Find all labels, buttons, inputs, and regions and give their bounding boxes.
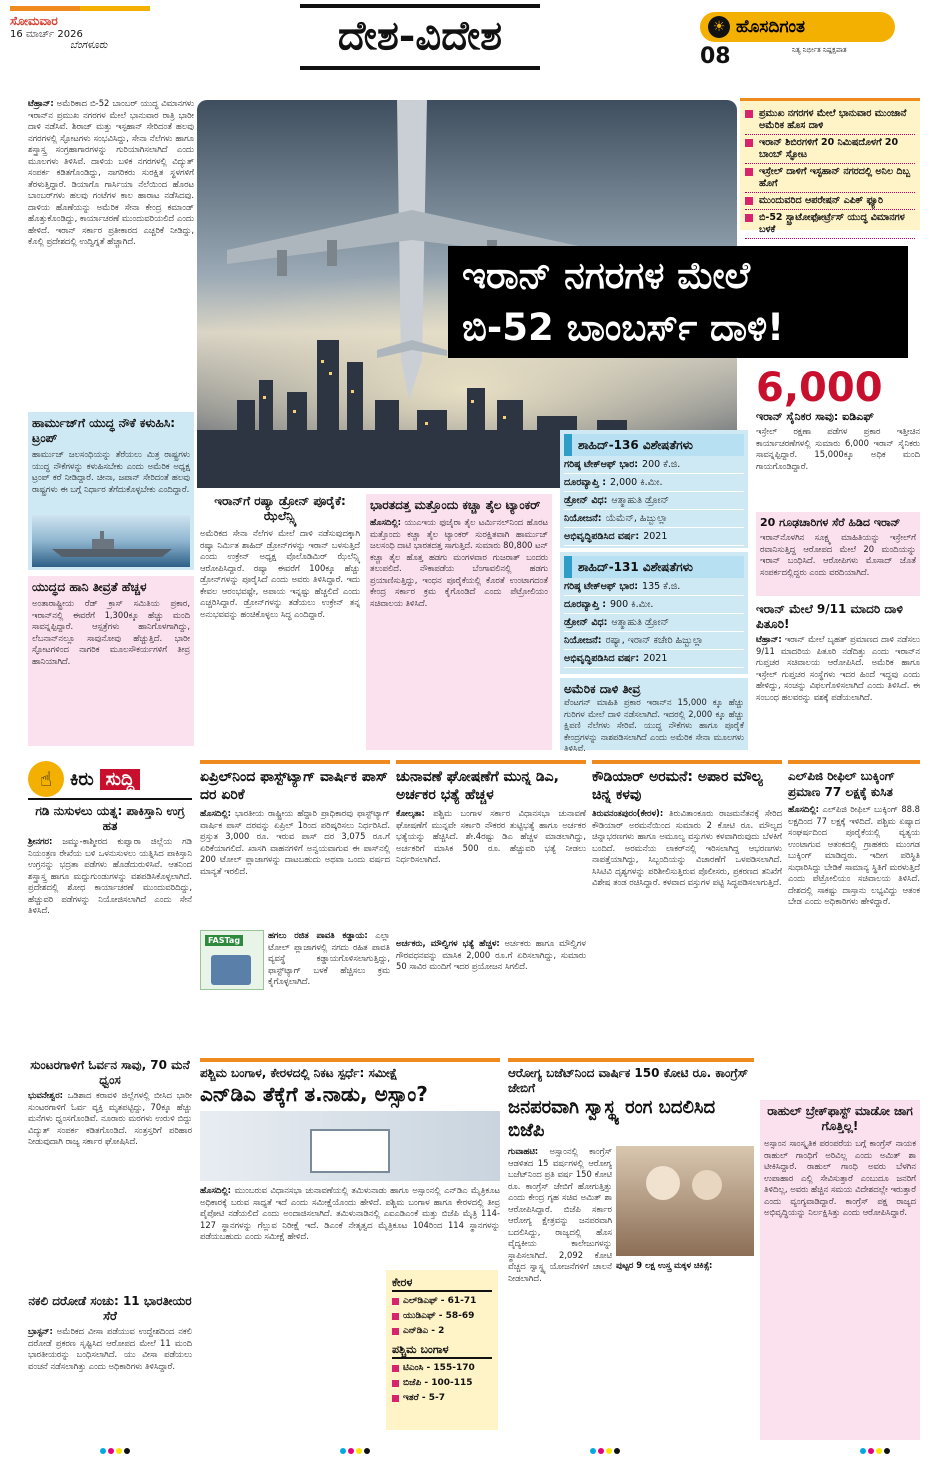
spec-row xyxy=(564,578,744,596)
section-title: ದೇಶ-ವಿದೇಶ xyxy=(300,4,540,70)
spec-key: ದೂರವ್ಯಾಪ್ತಿ : xyxy=(564,477,606,488)
health-dateline: ಗುವಾಹಟಿ: xyxy=(508,1146,539,1156)
hormuz-story xyxy=(28,412,194,570)
brief-headline: ನಕಲಿ ದರೋಡೆ ಸಂಚು: 11 ಭಾರತೀಯರ ಸೆರೆ xyxy=(28,1294,192,1323)
drone-headline: ಇರಾನ್‌ಗೆ ರಷ್ಯಾ ಡ್ರೋನ್ ಪೂರೈಕೆ: ಝೆಲೆನ್ಸ್ಕಿ xyxy=(214,494,346,523)
color-bar xyxy=(10,6,150,11)
fastag-badge: FASTag xyxy=(205,935,243,946)
election-body: ಪಶ್ಚಿಮ ಬಂಗಾಳ ಸರ್ಕಾರ ವಿಧಾನಸಭಾ ಚುನಾವಣೆ ಘೋಷಣೆಗೆ ಮುನ್ನವೇ ಸರ್ಕಾರಿ ನೌಕರರ ತುಟ್ಟಿಭತ್ಯೆ ಹಾಗೂ ಅರ್ಚಕರ ಭತ್ಯೆಯನ್ನು ಹೆಚ್ಚಿಸಿದೆ. ಶೇ.4ರಷ್ಟು ಡಿಎ ಹೆಚ್ಚಳ ಮಾಡಲಾಗಿದ್ದು, ಅರ್ಚಕರಿಗೆ ಮಾಸಿಕ 500 ರೂ. ಹೆಚ್ಚುವರಿ ಭತ್ಯೆ ನೀಡಲು ನಿರ್ಧರಿಸಲಾಗಿದೆ. xyxy=(396,808,586,864)
spec-key: ದೂರವ್ಯಾಪ್ತಿ : xyxy=(564,599,606,610)
wb-title: ಪಶ್ಚಿಮ ಬಂಗಾಳ xyxy=(392,1343,492,1359)
toll-booth-icon xyxy=(211,955,251,985)
brief-dateline: ಭುವನೇಶ್ವರ: xyxy=(28,1090,64,1100)
survey-dateline: ಹೊಸದಿಲ್ಲಿ: xyxy=(200,1185,232,1195)
spec-value: ಯೆಮೆನ್, ಹಿಜ್ಬುಲ್ಲಾ xyxy=(605,513,668,524)
brief-dateline: ಶ್ರೀನಗರ: xyxy=(28,836,53,846)
tanker-story xyxy=(366,494,552,750)
tanker-body: ಯುಎಇಯ ಫುಜೈರಾ ತೈಲ ಟರ್ಮಿನಲ್‌ನಿಂದ ಹೊರಟ ಮತ್ತೊಂದು ಕಚ್ಚಾ ತೈಲ ಟ್ಯಾಂಕರ್ ಸುರಕ್ಷಿತವಾಗಿ ಹಾರ್ಮುಜ್ ಜಲಸಂಧಿ ದಾಟಿ ಭಾರತದತ್ತ ಸಾಗುತ್ತಿದೆ. ಸುಮಾರು 80,800 ಟನ್ ಕಚ್ಚಾ ತೈಲ ಹೊತ್ತ ಹಡಗು ಮಂಗಳವಾರ ಗುಜರಾತ್ ಬಂದರು ತಲುಪಲಿದೆ. ನೌಕಾಪಡೆಯ ಬೆಂಗಾವಲಿನಲ್ಲಿ ಹಡಗು ಪ್ರಯಾಣಿಸುತ್ತಿದ್ದು, ಇಂಧನ ಪೂರೈಕೆಯಲ್ಲಿ ಕೊರತೆ ಉಂಟಾಗದಂತೆ ಕೇಂದ್ರ ಸರ್ಕಾರ ಕ್ರಮ ಕೈಗೊಂಡಿದೆ ಎಂದು ಪೆಟ್ರೋಲಿಯಂ ಸಚಿವಾಲಯ ತಿಳಿಸಿದೆ. xyxy=(370,517,549,608)
highlights-box xyxy=(740,98,920,235)
hormuz-headline: ಹಾರ್ಮುಜ್‌ಗೆ ಯುದ್ಧ ನೌಕೆ ಕಳುಹಿಸಿ: ಟ್ರಂಪ್ xyxy=(32,416,176,445)
highlight-item: ಇಸ್ರೇಲ್ ದಾಳಿಗೆ ಇಸ್ಫಹಾನ್ ನಗರದಲ್ಲಿ ಅನಿಲ ದಿಬ್ಬ ಹೊಗೆ xyxy=(745,164,915,193)
highlight-item: ಬಿ-52 ಸ್ಟ್ರಾಟೋಫೋರ್ಟ್ರೆಸ್ ಯುದ್ಧ ವಿಮಾನಗಳ ಬಳಕೆ xyxy=(745,210,915,239)
spec-key: ಗರಿಷ್ಠ ಟೇಕ್‌ಆಫ್ ಭಾರ: xyxy=(564,459,639,470)
election-headline: ಚುನಾವಣೆ ಘೋಷಣೆಗೆ ಮುನ್ನ ಡಿಎ, ಅರ್ಚಕರ ಭತ್ಯೆ ಹೆಚ್ಚಳ xyxy=(396,769,559,803)
lamp-icon: ☀ xyxy=(708,16,730,38)
spec-key: ಡ್ರೋನ್ ವಿಧ: xyxy=(564,617,608,628)
casualty-title: ಇರಾನ್ ಸೈನಿಕರ ಸಾವು: ಐಡಿಎಫ್ xyxy=(756,410,874,423)
fastag-sub-body: ಎಲ್ಲಾ ಟೋಲ್ ಪ್ಲಾಜಾಗಳಲ್ಲಿ ನಗದು ರಹಿತ ಪಾವತಿ ವ್ಯವಸ್ಥೆ ಕಡ್ಡಾಯಗೊಳಿಸಲಾಗುತ್ತಿದ್ದು, ಫಾಸ್ಟ್‌ಟ್ಯಾಗ್ ಬಳಕೆ ಹೆಚ್ಚಿಸಲು ಕ್ರಮ ಕೈಗೊಳ್ಳಲಾಗಿದೆ. xyxy=(268,930,390,986)
spies-story xyxy=(756,512,920,596)
health-story xyxy=(508,1058,754,1440)
spec-key: ಗರಿಷ್ಠ ಟೇಕ್‌ಆಫ್ ಭಾರ: xyxy=(564,581,639,592)
spec-value: 135 ಕೆ.ಜಿ. xyxy=(642,581,681,592)
health-sub: ಪುಟ್ಟರ 9 ಲಕ್ಷ ಉಸ್ತ್ರ ಮಕ್ಕಳ ಚಿಕಿತ್ಸೆ: xyxy=(616,1260,713,1270)
shahed136-specs xyxy=(560,430,748,548)
spec-row xyxy=(564,492,744,510)
us-attack-headline: ಅಮೆರಿಕ ದಾಳಿ ತೀವ್ರ xyxy=(564,682,641,696)
issue-date: 16 ಮಾರ್ಚ್ 2026 xyxy=(10,29,83,40)
election-sub-body: ಅರ್ಚಕರು ಹಾಗೂ ಮೌಲ್ವಿಗಳ ಗೌರವಧನವನ್ನು ಮಾಸಿಕ 2,000 ರೂ.ಗೆ ಏರಿಸಲಾಗಿದ್ದು, ಸುಮಾರು 50 ಸಾವಿರ ಮಂದಿಗೆ ಇದರ ಪ್ರಯೋಜನ ಸಿಗಲಿದೆ. xyxy=(396,938,586,971)
print-registration-mark xyxy=(340,1448,370,1454)
issue-day: ಸೋಮವಾರ xyxy=(10,14,58,28)
nine-eleven-body: ಇರಾನ್ ಮೇಲೆ ಬೃಹತ್ ಪ್ರಮಾಣದ ದಾಳಿ ನಡೆಸಲು 9/11 ಮಾದರಿಯ ಪಿತೂರಿ ನಡೆದಿತ್ತು ಎಂದು ಇರಾನ್‌ನ ಗುಪ್ತಚರ ಸಚಿವಾಲಯ ಆರೋಪಿಸಿದೆ. ಅಮೆರಿಕ ಹಾಗೂ ಇಸ್ರೇಲ್ ಗುಪ್ತಚರ ಸಂಸ್ಥೆಗಳು ಇದರ ಹಿಂದೆ ಇದ್ದವು ಎಂದು ಹೇಳಿದ್ದು, ಸಂಚನ್ನು ವಿಫಲಗೊಳಿಸಲಾಗಿದೆ ಎಂದು ತಿಳಿಸಿದೆ. ಈ ಸಂಬಂಧ ಹಲವರನ್ನು ವಶಕ್ಕೆ ಪಡೆಯಲಾಗಿದೆ. xyxy=(756,634,920,702)
spies-headline: 20 ಗೂಢಚಾರಿಗಳ ಸೆರೆ ಹಿಡಿದ ಇರಾನ್ xyxy=(760,516,901,529)
kaudiyar-story xyxy=(592,760,782,1050)
health-headline: ಜನಪರವಾಗಿ ಸ್ವಾಸ್ಥ್ಯ ರಂಗ ಬದಲಿಸಿದ ಬಿಜೆಪಿ xyxy=(508,1097,716,1141)
election-story xyxy=(396,760,586,1050)
print-registration-mark xyxy=(860,1448,890,1454)
warship-photo xyxy=(32,515,190,567)
spec-key: ಅಭಿವೃದ್ಧಿಪಡಿಸಿದ ವರ್ಷ: xyxy=(564,531,640,542)
tanker-dateline: ಹೊಸದಿಲ್ಲಿ: xyxy=(370,517,402,527)
kerala-row: ಎನ್‌ಡಿಎ - 2 xyxy=(392,1324,492,1339)
rahul-body: ಅಸ್ಸಾಂನ ಸಾಂಸ್ಕೃತಿಕ ಪರಂಪರೆಯ ಬಗ್ಗೆ ಕಾಂಗ್ರೆಸ್ ನಾಯಕ ರಾಹುಲ್ ಗಾಂಧಿಗೆ ಅರಿವಿಲ್ಲ ಎಂದು ಅಮಿತ್ ಶಾ ಟೀಕಿಸಿದ್ದಾರೆ. ರಾಹುಲ್ ಗಾಂಧಿ ಅವರು ಬೆಳಗಿನ ಉಪಾಹಾರ ಎಲ್ಲಿ ಸೇವಿಸುತ್ತಾರೆ ಎಂಬುದೂ ಜನರಿಗೆ ತಿಳಿದಿಲ್ಲ, ಅವರು ಹೆಚ್ಚಿನ ಸಮಯ ವಿದೇಶದಲ್ಲೇ ಇರುತ್ತಾರೆ ಎಂದು ವ್ಯಂಗ್ಯವಾಡಿದ್ದಾರೆ. ಕಾಂಗ್ರೆಸ್ ಪಕ್ಷ ರಾಜ್ಯದ ಅಭಿವೃದ್ಧಿಯನ್ನು ನಿರ್ಲಕ್ಷಿಸಿತ್ತು ಎಂದು ಆರೋಪಿಸಿದ್ದಾರೆ. xyxy=(764,1138,916,1217)
kaudiyar-body: ತಿರುವಿತಾಂಕೂರು ರಾಜಮನೆತನಕ್ಕೆ ಸೇರಿದ ಕೌಡಿಯಾರ್ ಅರಮನೆಯಿಂದ ಸುಮಾರು 2 ಕೋಟಿ ರೂ. ಮೌಲ್ಯದ ಚಿನ್ನಾಭರಣಗಳು ಹಾಗೂ ಅಮೂಲ್ಯ ವಸ್ತುಗಳು ಕಳವಾಗಿರುವುದು ಬೆಳಕಿಗೆ ಬಂದಿದೆ. ಅರಮನೆಯ ಲಾಕರ್‌ನಲ್ಲಿ ಇರಿಸಲಾಗಿದ್ದ ಆಭರಣಗಳು ನಾಪತ್ತೆಯಾಗಿದ್ದು, ಸಿಬ್ಬಂದಿಯನ್ನು ವಿಚಾರಣೆಗೆ ಒಳಪಡಿಸಲಾಗಿದೆ. ಸಿಸಿಟಿವಿ ದೃಶ್ಯಗಳನ್ನು ಪರಿಶೀಲಿಸುತ್ತಿರುವ ಪೊಲೀಸರು, ಪ್ರಕರಣದ ತನಿಖೆಗೆ ವಿಶೇಷ ತಂಡ ರಚಿಸಿದ್ದಾರೆ. ಕಳವಾದ ವಸ್ತುಗಳ ಪಟ್ಟಿ ಸಿದ್ಧಪಡಿಸಲಾಗುತ್ತಿದೆ. xyxy=(592,808,783,887)
spec-value: 2021 xyxy=(643,531,668,542)
casualty-body: ಇಸ್ರೇಲ್ ರಕ್ಷಣಾ ಪಡೆಗಳ ಪ್ರಕಾರ ಇತ್ತೀಚಿನ ಕಾರ್ಯಾಚರಣೆಗಳಲ್ಲಿ ಸುಮಾರು 6,000 ಇರಾನ್ ಸೈನಿಕರು ಸಾವನ್ನಪ್ಪಿದ್ದಾರೆ. 15,000ಕ್ಕೂ ಅಧಿಕ ಮಂದಿ ಗಾಯಗೊಂಡಿದ್ದಾರೆ. xyxy=(756,426,920,471)
kaudiyar-headline: ಕೌಡಿಯಾರ್ ಅರಮನೆ: ಅಪಾರ ಮೌಲ್ಯ ಚಿನ್ನ ಕಳವು xyxy=(592,769,763,803)
kerala-row: ಯುಡಿಎಫ್ - 58-69 xyxy=(392,1309,492,1324)
briefs-label-b: ಸುದ್ದಿ xyxy=(100,769,141,790)
spec-row xyxy=(564,632,744,650)
rahul-story xyxy=(760,1100,920,1440)
shahed131-title: ಶಾಹಿದ್-131 ವಿಶೇಷತೆಗಳು xyxy=(564,556,744,578)
rahul-headline: ರಾಹುಲ್ ಬ್ರೇಕ್‌ಫಾಸ್ಟ್ ಮಾಡೋ ಜಾಗ ಗೊತ್ತಿಲ್ಲ! xyxy=(767,1104,913,1133)
spec-value: ಆತ್ಮಾಹುತಿ ಡ್ರೋನ್ xyxy=(611,617,670,628)
spies-body: ಇರಾನ್‌ನೊಳಗಿನ ಸೂಕ್ಷ್ಮ ಮಾಹಿತಿಯನ್ನು ಇಸ್ರೇಲ್‌ಗೆ ರವಾನಿಸುತ್ತಿದ್ದ ಆರೋಪದ ಮೇಲೆ 20 ಮಂದಿಯನ್ನು ಇರಾನ್ ಬಂಧಿಸಿದೆ. ಆರೋಪಿಗಳು ಮೊಸಾದ್ ಜೊತೆ ಸಂಪರ್ಕದಲ್ಲಿದ್ದರು ಎಂದು ವರದಿಯಾಗಿದೆ. xyxy=(760,532,916,577)
spec-row xyxy=(564,650,744,668)
briefs-column xyxy=(28,760,192,1440)
spec-value: ಆತ್ಮಾಹುತಿ ಡ್ರೋನ್ xyxy=(611,495,670,506)
ballot-box-icon xyxy=(310,1129,390,1173)
spec-key: ಅಭಿವೃದ್ಧಿಪಡಿಸಿದ ವರ್ಷ: xyxy=(564,653,640,664)
spec-row xyxy=(564,614,744,632)
spec-value: 200 ಕೆ.ಜಿ. xyxy=(642,459,681,470)
spec-key: ನಿಯೋಜನೆ: xyxy=(564,635,602,646)
spec-row xyxy=(564,474,744,492)
survey-headline: ಎನ್‌ಡಿಎ ತೆಕ್ಕೆಗೆ ತ.ನಾಡು, ಅಸ್ಸಾಂ? xyxy=(200,1082,428,1106)
lpg-story xyxy=(788,760,920,1050)
voting-photo xyxy=(200,1111,500,1181)
spec-value: 2021 xyxy=(643,653,668,664)
shahed131-specs xyxy=(560,552,748,674)
health-kicker: ಆರೋಗ್ಯ ಬಜೆಟ್‌ನಿಂದ ವಾರ್ಷಿಕ 150 ಕೋಟಿ ರೂ. ಕಾಂಗ್ರೆಸ್ ಜೇಬಿಗೆ xyxy=(508,1066,749,1095)
tanker-headline: ಭಾರತದತ್ತ ಮತ್ತೊಂದು ಕಚ್ಚಾ ತೈಲ ಟ್ಯಾಂಕರ್ xyxy=(370,498,541,512)
wb-row: ಇತರೆ - 5-7 xyxy=(392,1391,492,1406)
logo-text: ಹೊಸದಿಗಂತ xyxy=(736,17,806,37)
brief-headline: ಸುಂಟರಗಾಳಿಗೆ ಓರ್ವನ ಸಾವು, 70 ಮನೆ ಧ್ವಂಸ xyxy=(30,1058,190,1087)
fastag-body: ಭಾರತೀಯ ರಾಷ್ಟ್ರೀಯ ಹೆದ್ದಾರಿ ಪ್ರಾಧಿಕಾರವು ಫಾಸ್ಟ್‌ಟ್ಯಾಗ್ ವಾರ್ಷಿಕ ಪಾಸ್ ದರವನ್ನು ಏಪ್ರಿಲ್ 1ರಿಂದ ಪರಿಷ್ಕರಿಸಲು ನಿರ್ಧರಿಸಿದೆ. ಪ್ರಸ್ತುತ 3,000 ರೂ. ಇರುವ ಪಾಸ್ ದರ 3,075 ರೂ.ಗೆ ಏರಿಕೆಯಾಗಲಿದೆ. ಖಾಸಗಿ ವಾಹನಗಳಿಗೆ ಅನ್ವಯವಾಗುವ ಈ ಪಾಸ್‌ನಲ್ಲಿ 200 ಟೋಲ್ ಪ್ಲಾಜಾಗಳನ್ನು ದಾಟಬಹುದು ಅಥವಾ ಒಂದು ವರ್ಷದ ಮಾನ್ಯತೆ ಇರಲಿದೆ. xyxy=(200,808,390,876)
brief-body: ಒಡಿಶಾದ ಕರಾವಳಿ ಜಿಲ್ಲೆಗಳಲ್ಲಿ ಬೀಸಿದ ಭಾರೀ ಸುಂಟರಗಾಳಿಗೆ ಓರ್ವ ವ್ಯಕ್ತಿ ಮೃತಪಟ್ಟಿದ್ದು, 70ಕ್ಕೂ ಹೆಚ್ಚು ಮನೆಗಳು ಧ್ವಂಸಗೊಂಡಿವೆ. ನೂರಾರು ಮರಗಳು ಉರುಳಿ ಬಿದ್ದು ವಿದ್ಯುತ್ ಸಂಪರ್ಕ ಕಡಿತಗೊಂಡಿದೆ. ಸಂತ್ರಸ್ತರಿಗೆ ಪರಿಹಾರ ನೀಡುವುದಾಗಿ ರಾಜ್ಯ ಸರ್ಕಾರ ಘೋಷಿಸಿದೆ. xyxy=(28,1090,192,1146)
casualty-box xyxy=(756,366,920,506)
lead-headline-line1: ಇರಾನ್ ನಗರಗಳ ಮೇಲೆ xyxy=(462,254,751,297)
edition-city: ಬೆಂಗಳೂರು xyxy=(70,40,108,51)
spec-value: 900 ಕಿ.ಮೀ. xyxy=(610,599,654,610)
brief-dateline: ಬ್ರಾಸ್ಟನ್: xyxy=(28,1326,53,1336)
spec-key: ನಿಯೋಜನೆ: xyxy=(564,513,602,524)
print-registration-mark xyxy=(590,1448,620,1454)
war-loss-headline: ಯುದ್ಧದ ಹಾನಿ ತೀವ್ರತೆ ಹೆಚ್ಚಳ xyxy=(32,580,147,594)
lead-text: ಅಮೆರಿಕಾದ ಬಿ-52 ಬಾಂಬರ್ ಯುದ್ಧ ವಿಮಾನಗಳು ಇರಾನ್‌ನ ಪ್ರಮುಖ ನಗರಗಳ ಮೇಲೆ ಭಾನುವಾರ ರಾತ್ರಿ ಭಾರೀ ದಾಳಿ ನಡೆಸಿವೆ. ಶಿರಾಜ್ ಮತ್ತು ಇಸ್ಫಹಾನ್ ಸೇರಿದಂತೆ ಹಲವು ನಗರಗಳಲ್ಲಿ ಸ್ಫೋಟಗಳು ಸಂಭವಿಸಿದ್ದು, ಸೇನಾ ನೆಲೆಗಳು ಹಾಗೂ ಶಸ್ತ್ರಾಸ್ತ್ರ ಸಂಗ್ರಹಾಗಾರಗಳನ್ನು ಗುರಿಯಾಗಿಸಲಾಗಿದೆ ಎಂದು ಮೂಲಗಳು ತಿಳಿಸಿವೆ. ದಾಳಿಯ ಬಳಿಕ ನಗರಗಳಲ್ಲಿ ವಿದ್ಯುತ್ ಸಂಪರ್ಕ ಕಡಿತಗೊಂಡಿದ್ದು, ನಾಗರಿಕರು ಸುರಕ್ಷಿತ ಸ್ಥಳಗಳಿಗೆ ತೆರಳುತ್ತಿದ್ದಾರೆ. ಡಿಯಾಗೊ ಗಾರ್ಸಿಯಾ ನೆಲೆಯಿಂದ ಹೊರಟ ಬಾಂಬರ್‌ಗಳು ಹಲವು ಗಂಟೆಗಳ ಕಾಲ ಹಾರಾಟ ನಡೆಸಿದವು. ದಾಳಿಯ ಹೊಣೆಯನ್ನು ಅಮೆರಿಕ ಸೇನಾ ಕೇಂದ್ರ ಕಮಾಂಡ್ ಹೊತ್ತುಕೊಂಡಿದ್ದು, ಕಾರ್ಯಾಚರಣೆ ಮುಂದುವರಿಯಲಿದೆ ಎಂದು ಹೇಳಿದೆ. ಇರಾನ್ ಸರ್ಕಾರ ಪ್ರತೀಕಾರದ ಎಚ್ಚರಿಕೆ ನೀಡಿದ್ದು, ಕೊಲ್ಲಿ ಪ್ರದೇಶದಲ್ಲಿ ಉದ್ವಿಗ್ನತೆ ಹೆಚ್ಚಾಗಿದೆ. xyxy=(28,98,194,246)
wb-row: ಬಿಜೆಪಿ - 100-115 xyxy=(392,1376,492,1391)
us-attack-body: ಪೆಂಟಗನ್ ಮಾಹಿತಿ ಪ್ರಕಾರ ಇರಾನ್‌ನ 15,000 ಕ್ಕೂ ಹೆಚ್ಚು ಗುರಿಗಳ ಮೇಲೆ ದಾಳಿ ನಡೆಸಲಾಗಿದೆ. ಇದರಲ್ಲಿ 2,000 ಕ್ಕೂ ಹೆಚ್ಚು ಕ್ಷಿಪಣಿ ನೆಲೆಗಳು ಸೇರಿವೆ. ಯುದ್ಧ ನೌಕೆಗಳು ಹಾಗೂ ಪೂರೈಕೆ ಕೇಂದ್ರಗಳನ್ನು ನಾಶಪಡಿಸಲಾಗಿದೆ ಎಂದು ಅಮೆರಿಕ ಸೇನಾ ಮೂಲಗಳು ತಿಳಿಸಿವೆ. xyxy=(564,697,744,753)
shahed136-title: ಶಾಹಿದ್-136 ವಿಶೇಷತೆಗಳು xyxy=(564,434,744,456)
nine-eleven-headline: ಇರಾನ್ ಮೇಲೆ 9/11 ಮಾದರಿ ದಾಳಿ ಪಿತೂರಿ! xyxy=(756,602,903,631)
brief-body: ಜಮ್ಮು-ಕಾಶ್ಮೀರದ ಕುಪ್ವಾರಾ ಜಿಲ್ಲೆಯ ಗಡಿ ನಿಯಂತ್ರಣ ರೇಖೆಯ ಬಳಿ ಒಳನುಸುಳಲು ಯತ್ನಿಸಿದ ಪಾಕಿಸ್ತಾನಿ ಉಗ್ರನನ್ನು ಭದ್ರತಾ ಪಡೆಗಳು ಹೊಡೆದುರುಳಿಸಿವೆ. ಆತನಿಂದ ಶಸ್ತ್ರಾಸ್ತ್ರ ಹಾಗೂ ಮದ್ದುಗುಂಡುಗಳನ್ನು ವಶಪಡಿಸಿಕೊಳ್ಳಲಾಗಿದೆ. ಪ್ರದೇಶದಲ್ಲಿ ಶೋಧ ಕಾರ್ಯಾಚರಣೆ ಮುಂದುವರಿದಿದ್ದು, ಹೆಚ್ಚುವರಿ ಪಡೆಗಳನ್ನು ನಿಯೋಜಿಸಲಾಗಿದೆ ಎಂದು ಸೇನೆ ತಿಳಿಸಿದೆ. xyxy=(28,836,192,915)
election-dateline: ಕೋಲ್ಕತಾ: xyxy=(396,808,425,818)
election-sub: ಅರ್ಚಕರು, ಮೌಲ್ವಿಗಳ ಭತ್ಯೆ ಹೆಚ್ಚಳ: xyxy=(396,938,500,948)
leaders-photo xyxy=(616,1146,754,1256)
spec-value: ರಷ್ಯಾ, ಇರಾನ್ ಕಚೇರಿ ಹಿಜ್ಬುಲ್ಲಾ xyxy=(605,635,704,646)
nine-eleven-story xyxy=(756,602,920,752)
highlight-item: ಪ್ರಮುಖ ನಗರಗಳ ಮೇಲೆ ಭಾನುವಾರ ಮುಂಜಾನೆ ಅಮೆರಿಕ ಹೊಸ ದಾಳಿ xyxy=(745,106,915,135)
war-loss-body: ಅಂತಾರಾಷ್ಟ್ರೀಯ ರೆಡ್ ಕ್ರಾಸ್ ಸಮಿತಿಯ ಪ್ರಕಾರ, ಇರಾನ್‌ನಲ್ಲಿ ಈವರೆಗೆ 1,300ಕ್ಕೂ ಹೆಚ್ಚು ಮಂದಿ ಸಾವನ್ನಪ್ಪಿದ್ದಾರೆ. ಆಸ್ಪತ್ರೆಗಳು ಹಾನಿಗೊಳಗಾಗಿದ್ದು, ಲೆಬನಾನ್‌ನಲ್ಲೂ ಸಾವುನೋವು ಹೆಚ್ಚುತ್ತಿದೆ. ಭಾರೀ ಸ್ಫೋಟಗಳಿಂದ ನಾಗರಿಕ ಮೂಲಸೌಕರ್ಯಗಳಿಗೆ ತೀವ್ರ ಹಾನಿಯಾಗಿದೆ. xyxy=(32,598,190,666)
logo-tagline: ನಿತ್ಯ ನಿರ್ಭೀತ ನಿಷ್ಪಕ್ಷಪಾತ xyxy=(792,46,847,54)
drone-story xyxy=(200,494,360,750)
person-icon xyxy=(692,1170,722,1200)
war-loss-story xyxy=(28,576,194,746)
spec-row xyxy=(564,528,744,546)
spec-key: ಡ್ರೋನ್ ವಿಧ: xyxy=(564,495,608,506)
wb-row: ಟಿಎಂಸಿ - 155-170 xyxy=(392,1361,492,1376)
spec-value: 2,000 ಕಿ.ಮೀ. xyxy=(610,477,663,488)
fastag-illustration xyxy=(200,930,264,990)
fastag-sub: ಹಗಲು ರಜಿತ ಪಾವತಿ ಕಡ್ಡಾಯ: xyxy=(268,930,368,940)
survey-kicker: ಪಶ್ಚಿಮ ಬಂಗಾಳ, ಕೇರಳದಲ್ಲಿ ನಿಕಟ ಸ್ಪರ್ಧೆ: ಸಮೀಕ್ಷೆ xyxy=(200,1066,398,1080)
drone-body: ಅಮೆರಿಕದ ಸೇನಾ ನೆಲೆಗಳ ಮೇಲೆ ದಾಳಿ ನಡೆಸುವುದಕ್ಕಾಗಿ ರಷ್ಯಾ ನಿರ್ಮಿತ ಶಾಹಿದ್ ಡ್ರೋನ್‌ಗಳನ್ನು ಇರಾನ್ ಬಳಸುತ್ತಿದೆ ಎಂದು ಉಕ್ರೇನ್ ಅಧ್ಯಕ್ಷ ವೊಲೊಡಿಮಿರ್ ಝೆಲೆನ್ಸ್ಕಿ ಆರೋಪಿಸಿದ್ದಾರೆ. ರಷ್ಯಾ ಈವರೆಗೆ 100ಕ್ಕೂ ಹೆಚ್ಚು ಡ್ರೋನ್‌ಗಳನ್ನು ಪೂರೈಸಿದೆ ಎಂದು ಅವರು ತಿಳಿಸಿದ್ದಾರೆ. ಇದು ಕೇವಲ ಆರಂಭವಷ್ಟೇ, ಅಪಾಯ ಇನ್ನಷ್ಟು ಹೆಚ್ಚಲಿದೆ ಎಂದು ಎಚ್ಚರಿಸಿದ್ದಾರೆ. ಡ್ರೋನ್‌ಗಳನ್ನು ತಡೆಯಲು ಉಕ್ರೇನ್ ತನ್ನ ಅನುಭವವನ್ನು ಹಂಚಿಕೊಳ್ಳಲು ಸಿದ್ಧ ಎಂದಿದ್ದಾರೆ. xyxy=(200,528,360,619)
lpg-dateline: ಹೊಸದಿಲ್ಲಿ: xyxy=(788,804,820,814)
casualty-number: 6,000 xyxy=(756,365,883,411)
briefs-label xyxy=(28,760,192,800)
us-attack-story xyxy=(560,678,748,753)
newspaper-logo[interactable] xyxy=(700,12,920,78)
fastag-story xyxy=(200,760,390,1050)
spec-row xyxy=(564,510,744,528)
lead-headline xyxy=(448,246,908,358)
spec-row xyxy=(564,456,744,474)
spec-row xyxy=(564,596,744,614)
print-registration-mark xyxy=(100,1448,130,1454)
lead-story-body xyxy=(28,98,194,410)
highlight-item: ಮುಂದುವರಿದ ಆಪರೇಷನ್ ಎಪಿಕ್ ಫ್ಯೂರಿ xyxy=(745,193,915,210)
page-number: 08 xyxy=(700,44,731,69)
brief-headline: ಗಡಿ ನುಸುಳಲು ಯತ್ನ: ಪಾಕಿಸ್ತಾನಿ ಉಗ್ರ ಹತ xyxy=(35,804,185,833)
kaudiyar-dateline: ತಿರುವನಂತಪುರಂ(ಕೇರಳ): xyxy=(592,808,664,818)
health-body: ಅಸ್ಸಾಂನಲ್ಲಿ ಕಾಂಗ್ರೆಸ್ ಆಡಳಿತದ 15 ವರ್ಷಗಳಲ್ಲಿ ಆರೋಗ್ಯ ಬಜೆಟ್‌ನಿಂದ ಪ್ರತಿ ವರ್ಷ 150 ಕೋಟಿ ರೂ. ಕಾಂಗ್ರೆಸ್ ಜೇಬಿಗೆ ಹೋಗುತ್ತಿತ್ತು ಎಂದು ಕೇಂದ್ರ ಗೃಹ ಸಚಿವ ಅಮಿತ್ ಶಾ ಆರೋಪಿಸಿದ್ದಾರೆ. ಬಿಜೆಪಿ ಸರ್ಕಾರ ಆರೋಗ್ಯ ಕ್ಷೇತ್ರವನ್ನು ಜನಪರವಾಗಿ ಬದಲಿಸಿದ್ದು, ರಾಜ್ಯದಲ್ಲಿ ಹೊಸ ವೈದ್ಯಕೀಯ ಕಾಲೇಜುಗಳನ್ನು ಸ್ಥಾಪಿಸಲಾಗಿದೆ. 2,092 ಕೋಟಿ ವೆಚ್ಚದ ಸ್ವಾಸ್ಥ್ಯ ಯೋಜನೆಗಳಿಗೆ ಚಾಲನೆ ನೀಡಲಾಗಿದೆ. xyxy=(508,1146,612,1283)
lead-dateline: ಟೆಹ್ರಾನ್: xyxy=(28,98,54,108)
lpg-headline: ಎಲ್‌ಪಿಜಿ ರೀಫಿಲ್ ಬುಕ್ಕಿಂಗ್ ಪ್ರಮಾಣ 77 ಲಕ್ಷಕ್ಕೆ ಕುಸಿತ xyxy=(788,769,896,799)
finger-icon: ☝ xyxy=(28,761,64,797)
brief-body: ಅಮೆರಿಕದ ವೀಸಾ ಪಡೆಯುವ ಉದ್ದೇಶದಿಂದ ನಕಲಿ ದರೋಡೆ ಪ್ರಕರಣ ಸೃಷ್ಟಿಸಿದ ಆರೋಪದ ಮೇಲೆ 11 ಮಂದಿ ಭಾರತೀಯರನ್ನು ಬಂಧಿಸಲಾಗಿದೆ. ಯು ವೀಸಾ ಪಡೆಯಲು ವಂಚನೆ ನಡೆಸಲಾಗಿತ್ತು ಎಂದು ಅಧಿಕಾರಿಗಳು ತಿಳಿಸಿದ್ದಾರೆ. xyxy=(28,1326,192,1371)
logo-bar xyxy=(700,12,895,42)
fastag-dateline: ಹೊಸದಿಲ್ಲಿ: xyxy=(200,808,232,818)
lead-headline-line2: ಬಿ-52 ಬಾಂಬರ್ಸ್ ದಾಳಿ! xyxy=(462,306,785,349)
person-icon xyxy=(646,1166,680,1200)
highlight-item: ಇರಾನ್ ಶಿಬಿರಗಳಿಗೆ 20 ನಿಮಿಷದೊಳಗೆ 20 ಬಾಂಬ್ ಸ್ಫೋಟ xyxy=(745,135,915,164)
fastag-headline: ಏಪ್ರಿಲ್‌ನಿಂದ ಫಾಸ್ಟ್‌ಟ್ಯಾಗ್ ವಾರ್ಷಿಕ ಪಾಸ್ ದರ ಏರಿಕೆ xyxy=(200,769,388,803)
hormuz-body: ಹಾರ್ಮುಜ್ ಜಲಸಂಧಿಯನ್ನು ತೆರೆಯಲು ಮಿತ್ರ ರಾಷ್ಟ್ರಗಳು ಯುದ್ಧ ನೌಕೆಗಳನ್ನು ಕಳುಹಿಸಬೇಕು ಎಂದು ಅಮೆರಿಕ ಅಧ್ಯಕ್ಷ ಟ್ರಂಪ್ ಕರೆ ನೀಡಿದ್ದಾರೆ. ಚೀನಾ, ಜಪಾನ್ ಸೇರಿದಂತೆ ಹಲವು ರಾಷ್ಟ್ರಗಳು ಈ ಬಗ್ಗೆ ನಿರ್ಧಾರ ತೆಗೆದುಕೊಳ್ಳಬೇಕು ಎಂದಿದ್ದಾರೆ. xyxy=(32,449,190,494)
dateline-block xyxy=(10,6,160,51)
survey-body: ಮುಂಬರುವ ವಿಧಾನಸಭಾ ಚುನಾವಣೆಯಲ್ಲಿ ತಮಿಳುನಾಡು ಹಾಗೂ ಅಸ್ಸಾಂನಲ್ಲಿ ಎನ್‌ಡಿಎ ಮೈತ್ರಿಕೂಟ ಅಧಿಕಾರಕ್ಕೆ ಬರುವ ಸಾಧ್ಯತೆ ಇದೆ ಎಂದು ಸಮೀಕ್ಷೆಯೊಂದು ಹೇಳಿದೆ. ಪಶ್ಚಿಮ ಬಂಗಾಳ ಹಾಗೂ ಕೇರಳದಲ್ಲಿ ತೀವ್ರ ಪೈಪೋಟಿ ನಡೆಯಲಿದೆ ಎಂದು ಅಂದಾಜಿಸಲಾಗಿದೆ. ತಮಿಳುನಾಡಿನಲ್ಲಿ ಎಐಎಡಿಎಂಕೆ ಮತ್ತು ಬಿಜೆಪಿ ಮೈತ್ರಿ 114-127 ಸ್ಥಾನಗಳನ್ನು ಗೆಲ್ಲುವ ನಿರೀಕ್ಷೆ ಇದೆ. ಡಿಎಂಕೆ ನೇತೃತ್ವದ ಮೈತ್ರಿಕೂಟ 104ರಿಂದ 114 ಸ್ಥಾನಗಳನ್ನು ಪಡೆಯಬಹುದು ಎಂದು ಸಮೀಕ್ಷೆ ಹೇಳಿದೆ. xyxy=(200,1185,501,1241)
lpg-body: ಎಲ್‌ಪಿಜಿ ರೀಫಿಲ್ ಬುಕ್ಕಿಂಗ್ 88.8 ಲಕ್ಷದಿಂದ 77 ಲಕ್ಷಕ್ಕೆ ಇಳಿದಿದೆ. ಪಶ್ಚಿಮ ಏಷ್ಯಾದ ಸಂಘರ್ಷದಿಂದ ಪೂರೈಕೆಯಲ್ಲಿ ವ್ಯತ್ಯಯ ಉಂಟಾಗುವ ಆತಂಕದಲ್ಲಿ ಗ್ರಾಹಕರು ಮುಂಗಡ ಬುಕ್ಕಿಂಗ್ ಮಾಡಿದ್ದರು. ಇದೀಗ ಪರಿಸ್ಥಿತಿ ಸುಧಾರಿಸಿದ್ದು ಬೇಡಿಕೆ ಸಾಮಾನ್ಯ ಸ್ಥಿತಿಗೆ ಮರಳುತ್ತಿದೆ ಎಂದು ಪೆಟ್ರೋಲಿಯಂ ಸಚಿವಾಲಯ ತಿಳಿಸಿದೆ. ದೇಶದಲ್ಲಿ ಸಾಕಷ್ಟು ದಾಸ್ತಾನು ಲಭ್ಯವಿದ್ದು ಆತಂಕ ಬೇಡ ಎಂದು ಅಧಿಕಾರಿಗಳು ಹೇಳಿದ್ದಾರೆ. xyxy=(788,804,920,906)
kerala-row: ಎಲ್‌ಡಿಎಫ್ - 61-71 xyxy=(392,1294,492,1309)
nine-eleven-dateline: ಟೆಹ್ರಾನ್: xyxy=(756,634,782,644)
kerala-title: ಕೇರಳ xyxy=(392,1276,492,1292)
survey-results-box xyxy=(386,1270,498,1430)
briefs-label-a: ಕಿರು xyxy=(70,768,94,790)
